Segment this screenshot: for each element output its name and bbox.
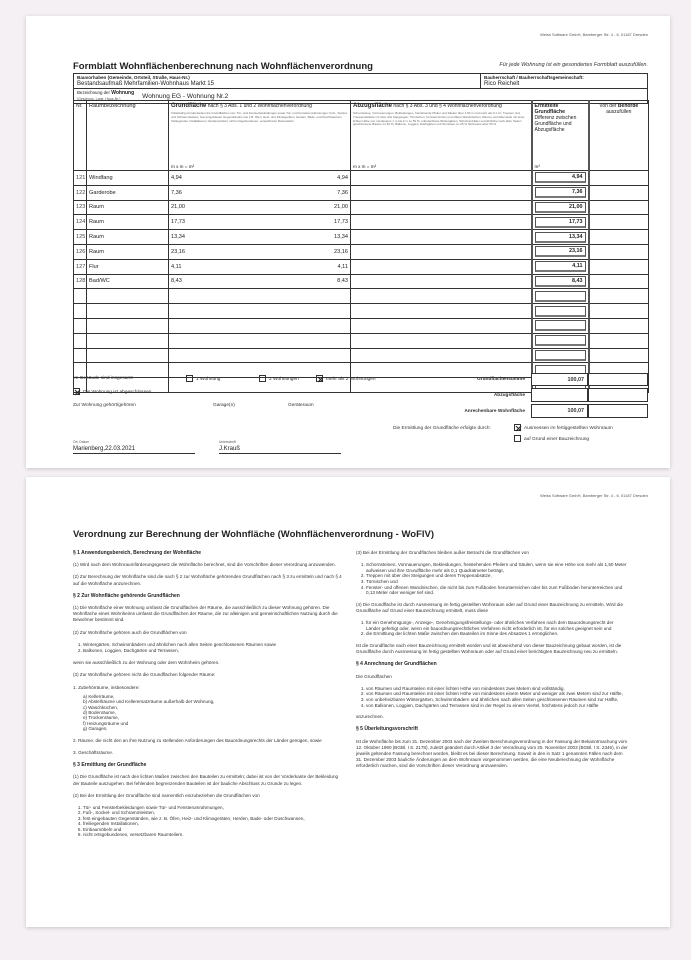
cell-grundflaeche[interactable]	[169, 171, 351, 186]
wohnung-value[interactable]: Wohnung EG - Wohnung Nr.2	[142, 93, 229, 100]
cell-grundflaeche[interactable]	[169, 230, 351, 245]
cell-grundflaeche[interactable]	[169, 274, 351, 289]
section-4-heading: § 4 Anrechnung der Grundflächen	[356, 661, 437, 668]
ort-datum-field: Ort, Datum Marienberg,22.03.2021	[73, 440, 195, 454]
list-item: 3. Türnischen und	[366, 579, 628, 585]
grundflaeche-calc: 8,43	[171, 278, 182, 285]
cell-ermittelt[interactable]	[532, 333, 589, 348]
grundflaeche-calc: 4,94	[171, 174, 182, 181]
publisher-line: Weiss Software GmbH, Bamberger Str. 4 - 6, 01187 Dresden	[540, 32, 648, 37]
paragraph: (2) Zur Berechnung der Wohnfläche sind die nach § 2 zur Wohnfläche gehörenden Grundflächen nach § 3 zu ermitteln und nach § 4 auf die Wohnfläche anzurechnen.	[73, 574, 342, 586]
cell-grundflaeche[interactable]	[169, 215, 351, 230]
form-subtitle: Für jede Wohnung ist ein gesondertes Formblatt auszufüllen.	[499, 62, 648, 68]
cell-raum[interactable]	[87, 185, 169, 200]
cell-raum[interactable]	[87, 244, 169, 259]
right-column	[356, 550, 628, 776]
unterschrift-value[interactable]: J.Krauß	[219, 446, 341, 454]
cell-nr[interactable]	[74, 185, 87, 200]
geraeteraum-label: Geräteraum	[288, 403, 314, 408]
abzugsflaeche-value[interactable]	[531, 388, 588, 402]
anrechenbar-label: Anrechenbare Wohnfläche	[464, 409, 525, 414]
cell-behoerde[interactable]	[589, 171, 649, 186]
table-row	[74, 348, 649, 363]
zugehoerig-label: Zur Wohnung gehört/gehören	[73, 403, 136, 408]
cell-abzugsflaeche[interactable]	[351, 363, 532, 378]
cell-raum[interactable]	[87, 171, 169, 186]
cell-raum[interactable]	[87, 200, 169, 215]
cell-raum[interactable]	[87, 348, 169, 363]
left-column	[73, 550, 345, 843]
cell-abzugsflaeche[interactable]	[351, 171, 532, 186]
list-item: e) Trockenräume,	[83, 715, 119, 721]
cell-abzugsflaeche[interactable]	[351, 318, 532, 333]
list-item: 2. Treppen mit über drei Steigungen und deren Treppenabsätze,	[366, 573, 628, 579]
ort-datum-value[interactable]: Marienberg,22.03.2021	[73, 446, 195, 454]
section-1-heading: § 1 Anwendungsbereich, Berechnung der Wohnfläche	[73, 550, 202, 556]
cell-nr[interactable]	[74, 304, 87, 319]
paragraph: anzurechnen.	[356, 714, 384, 720]
grundflaeche-result: 8,43	[337, 278, 348, 285]
table-row	[74, 244, 649, 259]
grundflaechensumme-behoerde[interactable]	[588, 373, 648, 386]
cell-ermittelt[interactable]	[532, 259, 589, 274]
cell-nr[interactable]	[74, 230, 87, 245]
bauherrschaft-cell	[481, 74, 648, 89]
ermittelt-value: 4,94	[535, 172, 586, 183]
wohnung-label: Bezeichnung der Wohnung (Geschoss, Lage, Haus-Nr.)	[77, 90, 135, 101]
list	[356, 686, 628, 708]
ermittelt-value	[535, 335, 586, 346]
room-name: Raum	[89, 204, 104, 211]
list-item: 1. Schornsteinen, Vormauerungen, Bekleidungen, freistehenden Pfeilern und Säulen, wenn sie eine Höhe von mehr als 1,50 Meter aufweisen und ihre Grundfläche mehr als 0,1 Quadratmeter beträgt,	[366, 562, 628, 573]
form-page	[26, 16, 670, 468]
cell-nr[interactable]	[74, 333, 87, 348]
ermittelt-value	[535, 306, 586, 317]
table-row	[74, 259, 649, 274]
publisher-line: Weiss Software GmbH, Bamberger Str. 4 - 6, 01187 Dresden	[540, 493, 648, 498]
cell-abzugsflaeche[interactable]	[351, 274, 532, 289]
cell-behoerde[interactable]	[589, 318, 649, 333]
cell-behoerde[interactable]	[589, 274, 649, 289]
cell-nr[interactable]	[74, 200, 87, 215]
cell-nr[interactable]	[74, 244, 87, 259]
area-table	[73, 100, 649, 393]
cell-abzugsflaeche[interactable]	[351, 333, 532, 348]
section-5-heading: § 5 Überleitungsvorschrift	[356, 726, 418, 733]
list-item: 2. Balkonen, Loggien, Dachgärten und Terrassen,	[83, 648, 345, 654]
cell-nr[interactable]	[74, 171, 87, 186]
cell-grundflaeche[interactable]	[169, 289, 351, 304]
list-item: 4. von Balkonen, Loggien, Dachgärten und Terrassen sind in der Regel zu einem Viertel, höchstens jedoch zur Hälfte	[366, 703, 628, 709]
col-header-grundflaeche: Grundfläche nach § 3 Abs. 1 und 2 Wohnflächenverordnung Vollständig einzubeziehen die Grundflächen von: Tür- und Fensterbekleidungen sowie Tür- und Fensterumrahmungen; Fuß-, Sockel- und Schrammleisten; fest eingebauten Gegenständen wie z.B. Öfen, Heiz- und Klimageräten, Herden, Bade- und Duschwannen; freiliegenden Installationen; Einbaumöbeln; nicht ortsgebundenen, versetzbaren Raumteilern m x m = m²	[169, 101, 351, 171]
cell-raum[interactable]	[87, 259, 169, 274]
table-row	[74, 185, 649, 200]
cell-abzugsflaeche[interactable]	[351, 200, 532, 215]
cell-behoerde[interactable]	[589, 348, 649, 363]
room-number: 127	[76, 263, 86, 270]
grundflaeche-calc: 17,73	[171, 219, 185, 226]
room-number: 124	[76, 219, 86, 226]
abzugsflaeche-behoerde[interactable]	[588, 388, 648, 402]
cell-nr[interactable]	[74, 348, 87, 363]
bauherrschaft-value[interactable]: Rico Reichelt	[484, 81, 520, 87]
cell-abzugsflaeche[interactable]	[351, 348, 532, 363]
room-name: Windfang	[89, 174, 113, 181]
option-mehr-als-2[interactable]: mehr als 2 Wohnungen	[316, 375, 376, 382]
cell-ermittelt[interactable]	[532, 200, 589, 215]
bauvorhaben-label: Bauvorhaben (Gemeinde, Ortsteil, Straße, Haus-Nr.)	[77, 75, 190, 80]
paragraph: Ist die Grundfläche nach einer Bauzeichnung ermittelt worden und ist abweichend von dieser Bauzeichnung gebaut worden, ist die Grundfläche durch Ausmessung im fertig gestellten Wohnraum oder auf Grund einer berichtigten Bauzeichnung neu zu ermitteln.	[356, 642, 622, 655]
col-header-ermittelt: Ermittelte Grundfläche Differenz zwischen Grundfläche und Abzugsfläche m²	[532, 101, 589, 171]
grundflaeche-calc: 21,00	[171, 204, 185, 211]
cell-nr[interactable]	[74, 289, 87, 304]
room-number: 125	[76, 234, 86, 241]
cell-abzugsflaeche[interactable]	[351, 215, 532, 230]
list-item: g) Garagen,	[83, 726, 108, 732]
cell-raum[interactable]	[87, 318, 169, 333]
cell-ermittelt[interactable]	[532, 289, 589, 304]
grundflaechensumme-label: Grundflächensumme	[477, 377, 525, 382]
paragraph: (2) Bei der Ermittlung der Grundfläche sind namentlich einzubeziehen die Grundflächen von	[73, 792, 260, 798]
anrechenbar-value[interactable]: 100,07	[531, 404, 588, 418]
room-name: Garderobe	[89, 189, 116, 196]
cell-abzugsflaeche[interactable]	[351, 230, 532, 245]
table-row	[74, 289, 649, 304]
grundflaeche-calc: 7,36	[171, 189, 182, 196]
list	[356, 562, 628, 596]
list-item: 1. Tür- und Fensterbekleidungen sowie Tür- und Fensterumrahmungen,	[83, 805, 345, 810]
list-item: 1. Wintergärten, Schwimmbädern und ähnlichen nach allen Seiten geschlossenen Räumen sowie	[83, 642, 345, 648]
list	[73, 642, 345, 654]
list-item: 4. freiliegenden Installationen,	[83, 821, 345, 826]
grundflaeche-calc: 23,16	[171, 248, 185, 255]
paragraph: (1) Wird nach dem Wohnraumförderungsgesetz die Wohnfläche berechnet, sind die Vorschriften dieser Verordnung anzuwenden.	[73, 562, 336, 568]
cell-ermittelt[interactable]	[532, 348, 589, 363]
cell-abzugsflaeche[interactable]	[351, 304, 532, 319]
list-item: 5. Einbaumöbeln und	[83, 827, 345, 832]
list	[356, 620, 628, 637]
cell-ermittelt[interactable]	[532, 244, 589, 259]
cell-grundflaeche[interactable]	[169, 259, 351, 274]
regulation-title: Verordnung zur Berechnung der Wohnfläche (Wohnflächenverordnung - WoFlV)	[73, 529, 435, 540]
col-header-nr: Nr.	[74, 101, 87, 171]
table-row	[74, 230, 649, 245]
grundflaeche-calc: 4,11	[171, 263, 182, 270]
paragraph: (1) Die Wohnfläche einer Wohnung umfasst die Grundflächen der Räume, die ausschließlich zu dieser Wohnung gehören. Die Wohnfläche eines Wohnheims umfasst die Grundflächen der Räume, die zur alleinigen und gemeinschaftlichen Nutzung durch die Bewohner bestimmt sind.	[73, 605, 338, 623]
paragraph: 1. Zubehörräume, insbesondere:	[73, 684, 140, 690]
paragraph: (1) Die Grundfläche ist nach den lichten Maßen zwischen den Bauteilen zu ermitteln; dabei ist von der Vorderkante der Bekleidung der Bauteile auszugehen. Bei fehlenden begrenzenden Bauteilen ist der bauliche Abschluss zu Grunde zu legen.	[73, 774, 339, 786]
cell-raum[interactable]	[87, 215, 169, 230]
paragraph: 3. Geschäftsräume.	[73, 749, 114, 755]
ermittelt-value: 8,43	[535, 276, 586, 287]
ermittelt-value: 7,36	[535, 187, 586, 198]
grundflaeche-result: 4,94	[337, 174, 348, 181]
cell-behoerde[interactable]	[589, 185, 649, 200]
cell-behoerde[interactable]	[589, 289, 649, 304]
cell-behoerde[interactable]	[589, 230, 649, 245]
cell-ermittelt[interactable]	[532, 215, 589, 230]
bauherrschaft-label: Bauherrschaft / Bauherrschaftsgemeinschaft:	[484, 75, 584, 80]
cell-nr[interactable]	[74, 215, 87, 230]
paragraph: (4) Die Grundfläche ist durch Ausmessung im fertig gestellten Wohnraum oder auf Grund einer Bauzeichnung zu ermitteln. Wird die Grundfläche auf Grund einer Bauzeichnung ermittelt, muss diese	[356, 601, 623, 613]
room-number: 126	[76, 248, 86, 255]
room-name: Bad/WC	[89, 278, 110, 285]
section-3-heading: § 3 Ermittlung der Grundfläche	[73, 762, 147, 769]
table-header-row	[74, 101, 649, 171]
paragraph: wenn sie ausschließlich zu der Wohnung oder dem Wohnheim gehören.	[73, 660, 220, 666]
cell-grundflaeche[interactable]	[169, 244, 351, 259]
cell-grundflaeche[interactable]	[169, 185, 351, 200]
ermittelt-value	[535, 291, 586, 302]
checkbox-bauzeichnung[interactable]	[514, 435, 521, 442]
checkbox-mehr-als-2-wohnungen[interactable]	[316, 375, 323, 382]
option-2-wohnungen[interactable]: 2 Wohnungen	[259, 375, 299, 382]
list-item: f) Heizungsräume und	[83, 720, 129, 726]
list-item: 1. von Räumen und Raumteilen mit einer lichten Höhe von mindestens zwei Metern sind vollständig,	[366, 686, 628, 692]
cell-ermittelt[interactable]	[532, 171, 589, 186]
grundflaeche-calc: 13,34	[171, 234, 185, 241]
bauvorhaben-value[interactable]: Bestandsaufmaß Mehrfamilien-Wohnhaus Markt 15	[77, 81, 214, 87]
list	[73, 805, 345, 837]
table-row	[74, 333, 649, 348]
checkbox-abgeschlossen[interactable]	[73, 388, 80, 395]
room-name: Raum	[89, 248, 104, 255]
paragraph: Ist die Wohnfläche bis zum 31. Dezember 2003 nach der Zweiten Berechnungsverordnung in der Fassung der Bekanntmachung vom 12. Oktober 1990 (BGBl. I S. 2178), zuletzt geändert durch Artikel 3 der Verordnung vom 25. November 2003 (BGBl. I S. 2346), in der jeweils geltenden Fassung berechnet worden, bleibt es bei dieser Berechnung. Soweit in den in Satz 1 genannten Fällen nach dem 31. Dezember 2003 bauliche Änderungen an dem Wohnraum vorgenommen werden, die eine Neuberechnung der Wohnfläche erforderlich machen, sind die Vorschriften dieser Verordnung anzuwenden.	[356, 738, 628, 769]
abzugsflaeche-label: Abzugsfläche	[493, 393, 525, 398]
ermittelt-value	[535, 350, 586, 361]
cell-abzugsflaeche[interactable]	[351, 259, 532, 274]
section-2-heading: § 2 Zur Wohnfläche gehörende Grundflächen	[73, 592, 180, 599]
ermittelt-value: 17,73	[535, 217, 586, 228]
list-item: b) Abstellräume und Kellerersatzräume außerhalb der Wohnung,	[83, 699, 215, 705]
cell-nr[interactable]	[74, 274, 87, 289]
anrechenbar-behoerde[interactable]	[588, 404, 648, 418]
regulation-page	[26, 477, 670, 927]
list-item: 3. fest eingebauten Gegenständen, wie z. B. Öfen, Heiz- und Klimageräten, Herden, Bade- oder Duschwannen,	[83, 816, 345, 821]
paragraph: (3) Bei der Ermittlung der Grundflächen bleiben außer Betracht die Grundflächen von	[356, 550, 529, 555]
table-row	[74, 274, 649, 289]
list-item: d) Bodenräume,	[83, 710, 116, 716]
cell-raum[interactable]	[87, 333, 169, 348]
ermittlung-label: Die Ermittlung der Grundfläche erfolgte durch:	[393, 426, 491, 431]
cell-ermittelt[interactable]	[532, 230, 589, 245]
cell-ermittelt[interactable]	[532, 274, 589, 289]
unterschrift-field: Unterschrift J.Krauß	[219, 440, 341, 454]
list-item: a) Kellerräume,	[83, 693, 115, 699]
ermittelt-value: 13,34	[535, 232, 586, 243]
paragraph: Die Grundflächen	[356, 673, 392, 679]
col-header-raum: Raumbezeichnung	[87, 101, 169, 171]
cell-ermittelt[interactable]	[532, 185, 589, 200]
cell-behoerde[interactable]	[589, 215, 649, 230]
table-row	[74, 304, 649, 319]
grundflaeche-result: 4,11	[337, 263, 348, 270]
ermittelt-value	[535, 320, 586, 331]
grundflaeche-result: 21,00	[334, 204, 348, 211]
cell-behoerde[interactable]	[589, 244, 649, 259]
gebaeude-label: Im Gebäude sind insgesamt	[73, 376, 133, 381]
list-item: 2. Fuß-, Sockel- und Schrammleisten,	[83, 810, 345, 815]
cell-grundflaeche[interactable]	[169, 318, 351, 333]
list-item: 4. Fenster- und offenen Wandnischen, die nicht bis zum Fußboden herunterreichen oder bis zum Fußboden herunterreichen und 0,13 Meter oder weniger tief sind.	[366, 585, 628, 596]
room-name: Raum	[89, 219, 104, 226]
ermittelt-value: 4,11	[535, 261, 586, 272]
checkbox-ausmessen[interactable]	[514, 424, 521, 431]
checkbox-2-wohnungen[interactable]	[259, 375, 266, 382]
checkbox-1-wohnung[interactable]	[186, 375, 193, 382]
paragraph: 2. Räume, die nicht den an ihre Nutzung zu stellenden Anforderungen des Bauordnungsrechts der Länder genügen, sowie	[73, 737, 322, 743]
garage-label: Garage(n)	[213, 403, 235, 408]
cell-grundflaeche[interactable]	[169, 304, 351, 319]
col-header-behoerde: Von der Behörde auszufüllen	[589, 101, 649, 171]
room-number: 128	[76, 278, 86, 285]
sub-list	[73, 694, 345, 732]
grundflaechensumme-value[interactable]: 100,07	[531, 373, 588, 386]
cell-behoerde[interactable]	[589, 304, 649, 319]
ermittelt-value: 21,00	[535, 202, 586, 213]
room-number: 123	[76, 204, 86, 211]
cell-behoerde[interactable]	[589, 259, 649, 274]
grundflaeche-result: 13,34	[334, 234, 348, 241]
cell-grundflaeche[interactable]	[169, 348, 351, 363]
ermittelt-value: 23,16	[535, 246, 586, 257]
col-header-abzugsflaeche: Abzugsfläche nach § 3 Abs. 3 und § 4 Wohnflächenverordnung Schornsteine, Vormauerungen, Bekleidungen, freistehende Pfeiler und Säulen über 1,50 m und mehr als 0,1 m²; Treppen und Treppenabsätze mit über drei Steigungen; Türnischen, Fensternischen und offene Wandnischen; Räume und Raumteile mit einer lichten Höhe von mindestens 1 m bis 2 m zu 50 %; unbeheizbare Wintergärten, Schwimmbäder und ähnliche nach allen Seiten geschlossene Räume zu 50 %; Balkone, Loggien, Dachgärten und Terrassen zu 25 % höchstens aber 50 % m x m = m²	[351, 101, 532, 171]
room-number: 122	[76, 189, 86, 196]
paragraph: (3) Zur Wohnfläche gehören nicht die Grundflächen folgender Räume:	[73, 672, 216, 678]
cell-behoerde[interactable]	[589, 200, 649, 215]
grundflaeche-result: 23,16	[334, 248, 348, 255]
list-item: 3. von unbeheizbaren Wintergärten, Schwimmbädern und ähnlichen nach allen Seiten geschlossenen Räumen sind zur Hälfte,	[366, 697, 628, 703]
abgeschlossen-option[interactable]: Die Wohnung ist abgeschlossen	[73, 388, 151, 395]
cell-raum[interactable]	[87, 274, 169, 289]
paragraph: (2) Zur Wohnfläche gehören auch die Grundflächen von	[73, 629, 187, 635]
ermittlung-option-bauzeichnung[interactable]: auf Grund einer Bauzeichnung	[514, 435, 589, 442]
list-item: c) Waschküchen,	[83, 704, 119, 710]
room-name: Flur	[89, 263, 99, 270]
grundflaeche-result: 17,73	[334, 219, 348, 226]
cell-ermittelt[interactable]	[532, 304, 589, 319]
cell-abzugsflaeche[interactable]	[351, 185, 532, 200]
grundflaeche-result: 7,36	[337, 189, 348, 196]
ermittlung-option-ausmessen[interactable]: Ausmessen im fertiggestellten Wohnraum	[514, 424, 613, 431]
table-row	[74, 200, 649, 215]
table-row	[74, 171, 649, 186]
bauvorhaben-cell	[74, 74, 481, 89]
cell-grundflaeche[interactable]	[169, 200, 351, 215]
room-number: 121	[76, 174, 86, 181]
room-name: Raum	[89, 234, 104, 241]
cell-behoerde[interactable]	[589, 333, 649, 348]
cell-nr[interactable]	[74, 259, 87, 274]
cell-raum[interactable]	[87, 289, 169, 304]
cell-raum[interactable]	[87, 304, 169, 319]
cell-grundflaeche[interactable]	[169, 333, 351, 348]
form-title: Formblatt Wohnflächenberechnung nach Wohnflächenverordnung	[73, 61, 373, 72]
list-item: 2. von Räumen und Raumteilen mit einer lichten Höhe von mindestens einem Meter und weniger als zwei Metern sind zur Hälfte,	[366, 691, 628, 697]
list-item: 6. nicht ortsgebundenen, versetzbaren Raumteilern.	[83, 832, 345, 837]
cell-ermittelt[interactable]	[532, 318, 589, 333]
option-1-wohnung[interactable]: 1 Wohnung	[186, 375, 220, 382]
cell-nr[interactable]	[74, 318, 87, 333]
cell-abzugsflaeche[interactable]	[351, 289, 532, 304]
cell-raum[interactable]	[87, 230, 169, 245]
table-row	[74, 318, 649, 333]
table-row	[74, 215, 649, 230]
cell-abzugsflaeche[interactable]	[351, 244, 532, 259]
list-item: 1. für ein Genehmigungs-, Anzeige-, Genehmigungsfreistellungs- oder ähnliches Verfahren nach dem Bauordnungsrecht der Länder gefertigt oder, wenn ein bauordnungsrechtliches Verfahren nicht erforderlich ist, für ein solches geeignet sein und	[366, 620, 628, 631]
list-item: 2. die Ermittlung der lichten Maße zwischen den Bauteilen im Sinne des Absatzes 1 ermöglichen.	[366, 631, 628, 637]
